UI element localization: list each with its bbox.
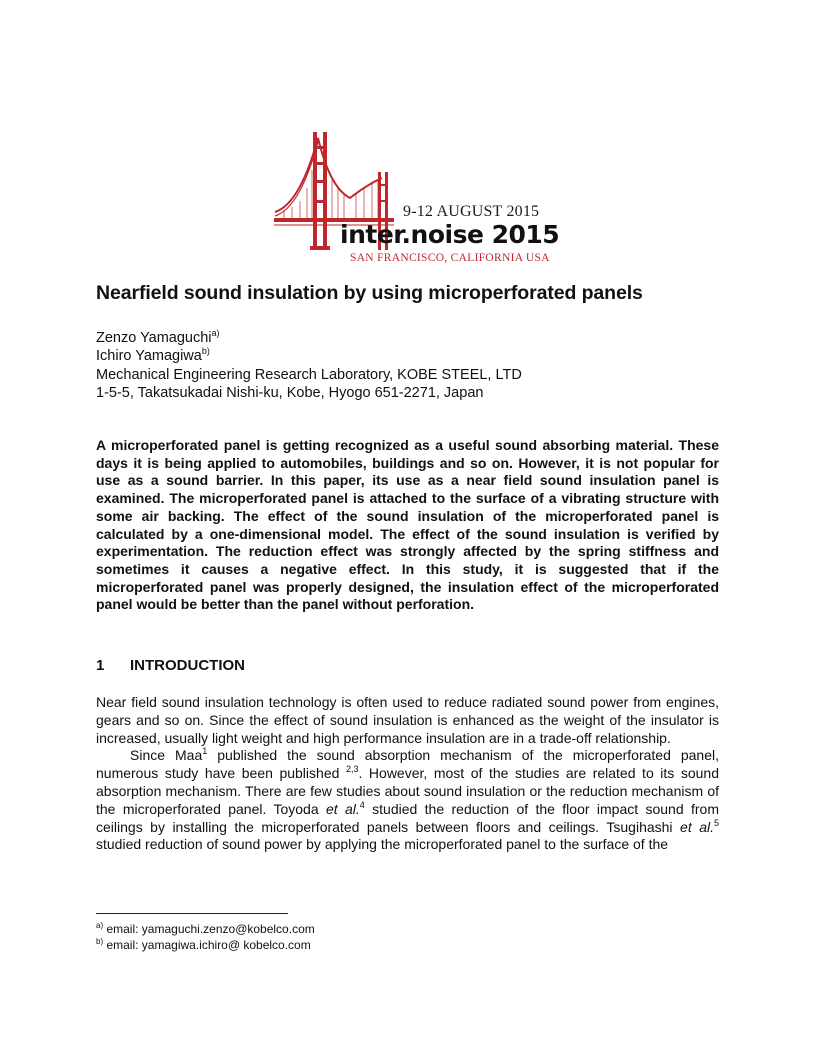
citation: 5 (713, 817, 719, 828)
citation: 1 (202, 746, 208, 757)
author-line-1 (96, 329, 522, 347)
paragraph: Since Maa$^1$ published the sound absorption mechanism of the microperforated panel, numerous study have been published $^{2,3}$. However, most of the studies are related to its sound absorption mechanism. There are few studies about sound insulation or the reduction mechanism of the microperforated panel. Toyoda et al.$^4$ studied the reduction of the floor impact sound from ceilings by installing the microperforated panels between floors and ceilings. Tsugihashi et al.$^5$ studied reduction of sound power by applying the microperforated panel to the surface of the (96, 746, 719, 853)
footnote (96, 922, 315, 938)
citation: 4 (359, 799, 365, 810)
section-heading (96, 657, 245, 674)
body-text (96, 694, 719, 854)
author-name: Ichiro Yamagiwa (96, 348, 202, 365)
footnote-divider (96, 913, 288, 914)
paragraph: Near field sound insulation technology is often used to reduce radiated sound power from engines, gears and so on. Since the effect of sound insulation is enhanced as the weight of the insulator is increased, usually light weight and high performance insulation are in a trade-off relationship. (96, 694, 719, 746)
golden-gate-bridge-icon (274, 138, 394, 225)
author-name: Zenzo Yamaguchi (96, 330, 212, 346)
footnote-mark: a) (96, 921, 104, 930)
footnote-email: email: yamagiwa.ichiro@ kobelco.com (103, 937, 311, 952)
footnote-email: email: yamaguchi.zenzo@kobelco.com (103, 922, 315, 936)
author-block (96, 329, 522, 402)
logo-name: inter.noise 2015 (340, 220, 560, 249)
affiliation: Mechanical Engineering Research Laboratory, KOBE STEEL, LTD (96, 366, 522, 383)
section-title: INTRODUCTION (130, 657, 245, 674)
author-line-2 (96, 347, 522, 365)
bridge-tower-icon (310, 132, 330, 250)
abstract: A microperforated panel is getting recognized as a useful sound absorbing material. These days it is being applied to automobiles, buildings and so on. However, it is not popular for use as a sound barrier. In this paper, its use as a near field sound insulation panel is examined. The microperforated panel is attached to the surface of a vibrating structure with some air backing. The effect of the sound insulation of the microperforated panel is calculated by a one-dimensional model. The effect of the sound insulation is verified by experimentation. The reduction effect was strongly affected by the spring stiffness and sometimes it causes a negative effect. In this study, it is suggested that if the microperforated panel was properly designed, the insulation effect of the microperforated panel would be better than the panel without perforation. (96, 437, 719, 613)
logo-place: SAN FRANCISCO, CALIFORNIA USA (350, 252, 550, 264)
citation: 2,3 (345, 764, 359, 775)
footnote (96, 938, 315, 954)
address: 1-5-5, Takatsukadai Nishi-ku, Kobe, Hyogo 651-2271, Japan (96, 384, 484, 401)
footnote-mark: b) (96, 936, 104, 946)
paper-title: Nearfield sound insulation by using microperforated panels (96, 282, 643, 304)
footnotes (96, 922, 315, 953)
author-mark: a) (211, 328, 220, 338)
logo-date: 9-12 AUGUST 2015 (403, 203, 540, 220)
author-mark: b) (201, 346, 210, 357)
section-number: 1 (96, 657, 105, 674)
